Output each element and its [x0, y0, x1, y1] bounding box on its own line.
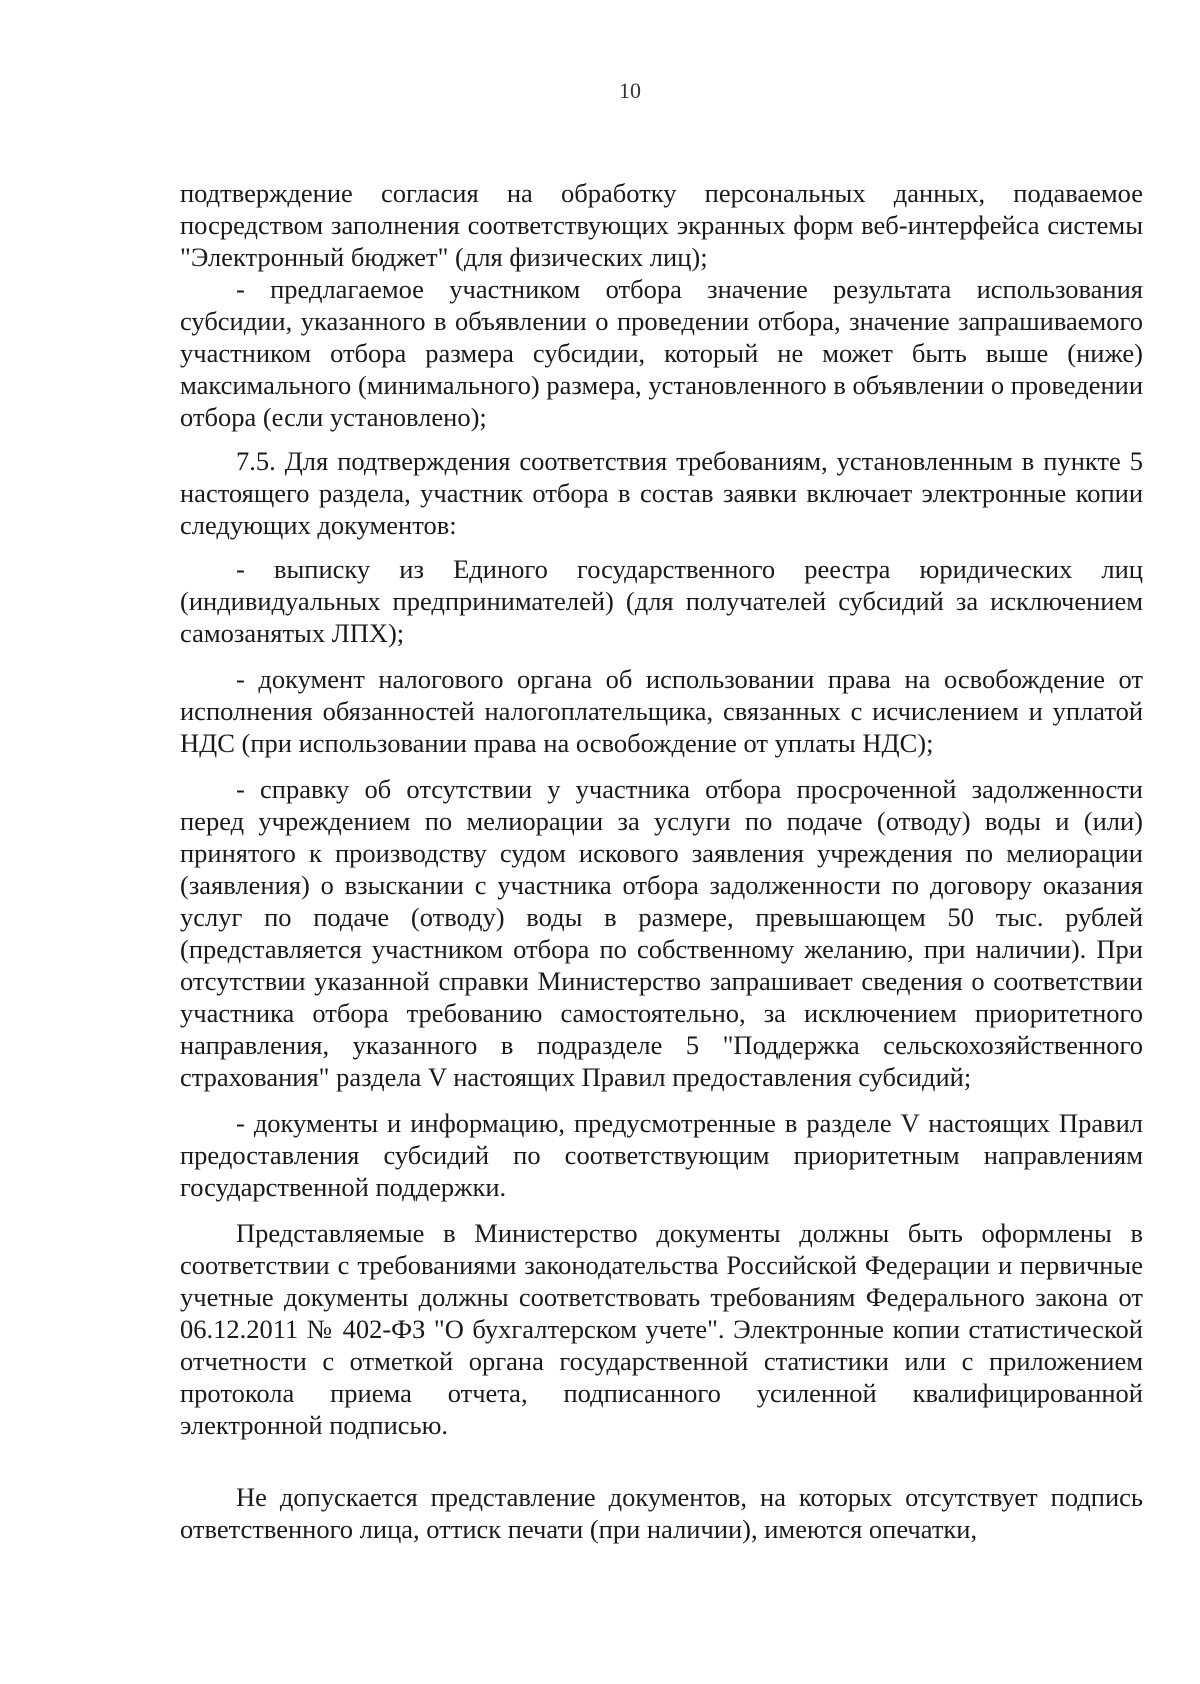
paragraph-tax-document: - документ налогового органа об использовании права на освобождение от исполнения обязанностей налогоплательщика, связанных с исчислением и уплатой НДС (при использовании права на освобождение от уплаты НДС); — [180, 664, 1143, 758]
paragraph-not-allowed: Не допускается представление документов, на которых отсутствует подпись ответственного лица, оттиск печати (при наличии), имеются опечатки, — [180, 1482, 1143, 1544]
paragraph-document-requirements: Представляемые в Министерство документы должны быть оформлены в соответствии с требованиями законодательства Российской Федерации и первичные учетные документы должны соответствовать требованиям Федерального закона от 06.12.2011 № 402-ФЗ "О бухгалтерском учете". Электронные копии статистической отчетности с отметкой органа государственной статистики или с приложением протокола приема отчета, подписанного усиленной квалифицированной электронной подписью. — [180, 1218, 1143, 1440]
document-body — [180, 177, 1143, 1545]
paragraph-melioration-certificate: - справку об отсутствии у участника отбора просроченной задолженности перед учреждением по мелиорации за услуги по подаче (отводу) воды и (или) принятого к производству судом искового заявления учреждения по мелиорации (заявления) о взыскании с участника отбора задолженности по договору оказания услуг по подаче (отводу) воды в размере, превышающем 50 тыс. рублей (представляется участником отбора по собственному желанию, при наличии). При отсутствии указанной справки Министерство запрашивает сведения о соответствии участника отбора требованию самостоятельно, за исключением приоритетного направления, указанного в подразделе 5 "Поддержка сельскохозяйственного страхования" раздела V настоящих Правил предоставления субсидий; — [180, 774, 1143, 1092]
paragraph-result-value: - предлагаемое участником отбора значение результата использования субсидии, указанного в объявлении о проведении отбора, значение запрашиваемого участником отбора размера субсидии, который не может быть выше (ниже) максимального (минимального) размера, установленного в объявлении о проведении отбора (если установлено); — [180, 274, 1143, 432]
paragraph-7-5: 7.5. Для подтверждения соответствия требованиям, установленным в пункте 5 настоящего раздела, участник отбора в состав заявки включает электронные копии следующих документов: — [180, 446, 1143, 540]
paragraph-section-v-documents: - документы и информацию, предусмотренные в разделе V настоящих Правил предоставления субсидий по соответствующим приоритетным направлениям государственной поддержки. — [180, 1108, 1143, 1202]
paragraph-consent-continuation: подтверждение согласия на обработку персональных данных, подаваемое посредством заполнения соответствующих экранных форм веб-интерфейса системы "Электронный бюджет" (для физических лиц); — [180, 178, 1143, 272]
paragraph-egrul-extract: - выписку из Единого государственного реестра юридических лиц (индивидуальных предпринимателей) (для получателей субсидий за исключением самозанятых ЛПХ); — [180, 554, 1143, 648]
page-number: 10 — [619, 78, 641, 103]
